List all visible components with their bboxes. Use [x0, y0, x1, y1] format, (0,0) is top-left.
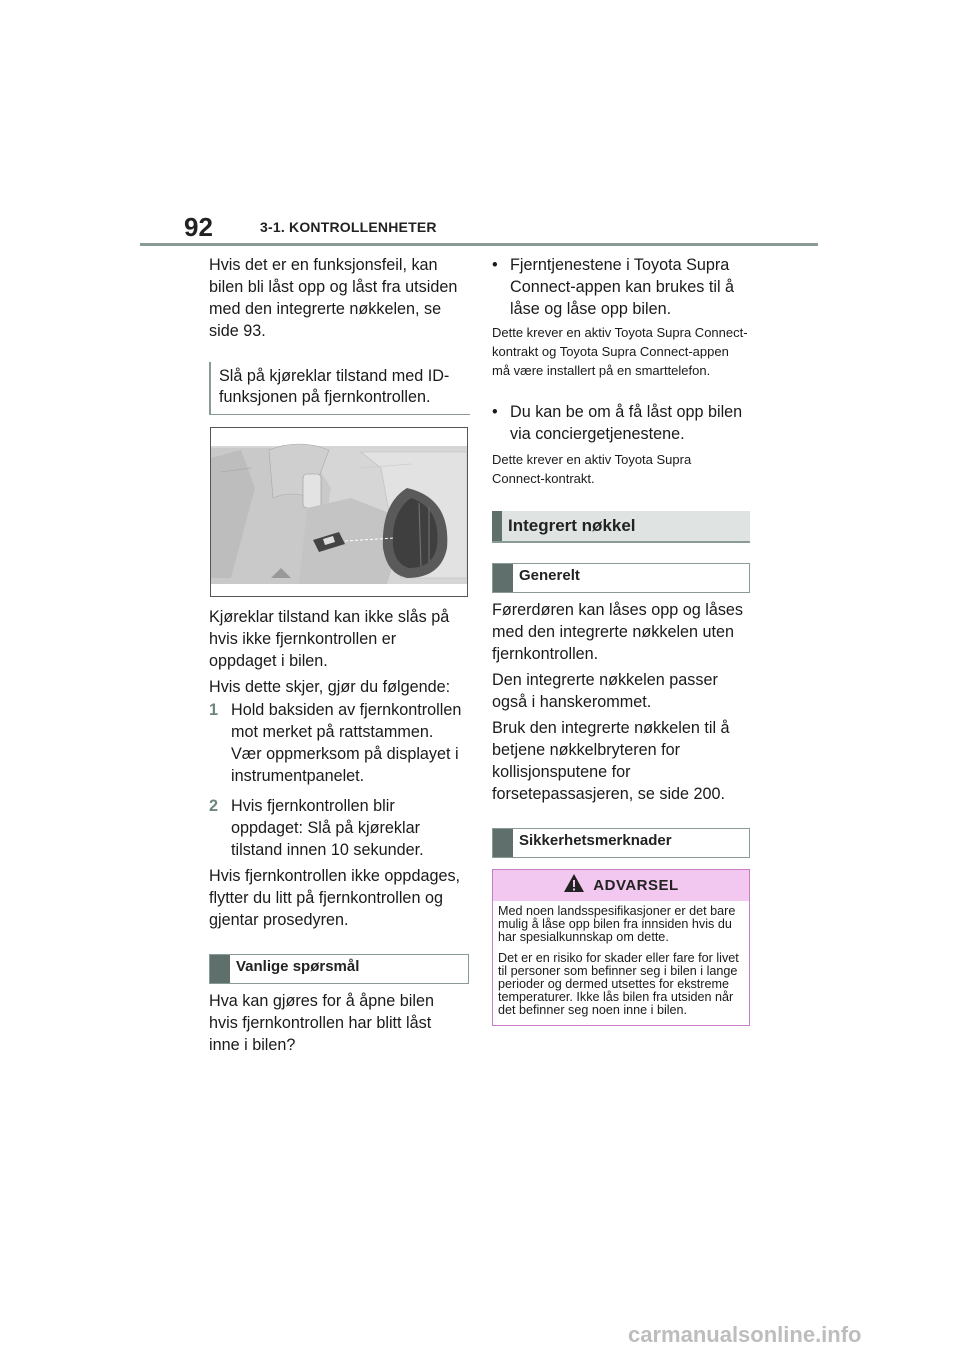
general-paragraph-2: Den integrerte nøkkelen passer også i hanskerommet.	[492, 671, 718, 711]
warning-paragraph-1: Med noen landsspesifikasjoner er det bare mulig å låse opp bilen fra innsiden hvis du har spesialkunnskap om dette.	[498, 904, 736, 944]
warning-paragraph-2: Det er en risiko for skader eller fare for livet til personer som befinner seg i bilen i lange perioder og dermed utsettes for ekstreme temperaturer. Ikke lås bilen fra utsiden når det befinner seg noen inne i bilen.	[498, 951, 739, 1017]
bullet-note: Dette krever en aktiv Toyota Supra Connect-kontrakt.	[492, 452, 692, 486]
steering-column-illustration	[211, 428, 467, 596]
section-heading-label: Integrert nøkkel	[508, 516, 636, 535]
section-heading	[492, 511, 750, 543]
list-item	[492, 254, 750, 320]
step-text: Hold baksiden av fjernkontrollen mot merket på rattstammen. Vær oppmerksom på displayet i instrumentpanelet.	[231, 701, 462, 785]
paragraph-do-following: Hvis dette skjer, gjør du følgende:	[209, 678, 451, 696]
general-paragraph-3: Bruk den integrerte nøkkelen til å betjene nøkkelbryteren for kollisjonsputene for forsetepassasjeren, se side 200.	[492, 719, 730, 803]
list-item	[209, 699, 465, 787]
bullet-mark: •	[492, 403, 498, 421]
faq-heading	[209, 954, 469, 984]
warning-body	[493, 901, 749, 1025]
faq-question: Hva kan gjøres for å åpne bilen hvis fjernkontrollen har blitt låst inne i bilen?	[209, 992, 434, 1054]
paragraph-retry: Hvis fjernkontrollen ikke oppdages, flytter du litt på fjernkontrollen og gjentar prosedyren.	[209, 867, 461, 929]
page-number: 92	[184, 212, 213, 242]
step-text: Hvis fjernkontrollen blir oppdaget: Slå på kjøreklar tilstand innen 10 sekunder.	[231, 797, 424, 859]
general-heading	[492, 563, 750, 593]
general-heading-label: Generelt	[519, 567, 580, 584]
safety-heading-label: Sikkerhetsmerknader	[519, 832, 672, 849]
note-text: Slå på kjøreklar tilstand med ID-funksjonen på fjernkontrollen.	[219, 367, 450, 406]
chapter-title: 3-1. KONTROLLENHETER	[260, 219, 437, 235]
safety-heading	[492, 828, 750, 858]
step-number: 1	[209, 701, 219, 719]
general-paragraph-1: Førerdøren kan låses opp og låses med den integrerte nøkkelen uten fjernkontrollen.	[492, 601, 744, 663]
paragraph-not-detected: Kjøreklar tilstand kan ikke slås på hvis ikke fjernkontrollen er oppdaget i bilen.	[209, 608, 450, 670]
faq-heading-label: Vanlige spørsmål	[236, 958, 360, 975]
warning-box	[492, 869, 750, 1026]
watermark: carmanualsonline.info	[628, 1322, 862, 1347]
bullet-note: Dette krever en aktiv Toyota Supra Connect-kontrakt og Toyota Supra Connect-appen må være installert på en smarttelefon.	[492, 325, 748, 378]
warning-triangle-icon	[563, 873, 585, 898]
bullet-mark: •	[492, 256, 498, 274]
bullet-text: Fjerntjenestene i Toyota Supra Connect-appen kan brukes til å låse og låse opp bilen.	[510, 256, 735, 318]
step-number: 2	[209, 797, 219, 815]
note-box	[209, 362, 470, 415]
list-item	[492, 401, 750, 445]
steering-column-figure	[210, 427, 468, 597]
list-item	[209, 795, 465, 861]
warning-label: ADVARSEL	[593, 877, 679, 894]
warning-header	[493, 870, 749, 901]
header-divider	[140, 243, 818, 246]
bullet-text: Du kan be om å få låst opp bilen via conciergetjenestene.	[510, 403, 743, 443]
intro-paragraph: Hvis det er en funksjonsfeil, kan bilen bli låst opp og låst fra utsiden med den integrerte nøkkelen, se side 93.	[209, 256, 458, 340]
steps-list	[209, 699, 465, 861]
